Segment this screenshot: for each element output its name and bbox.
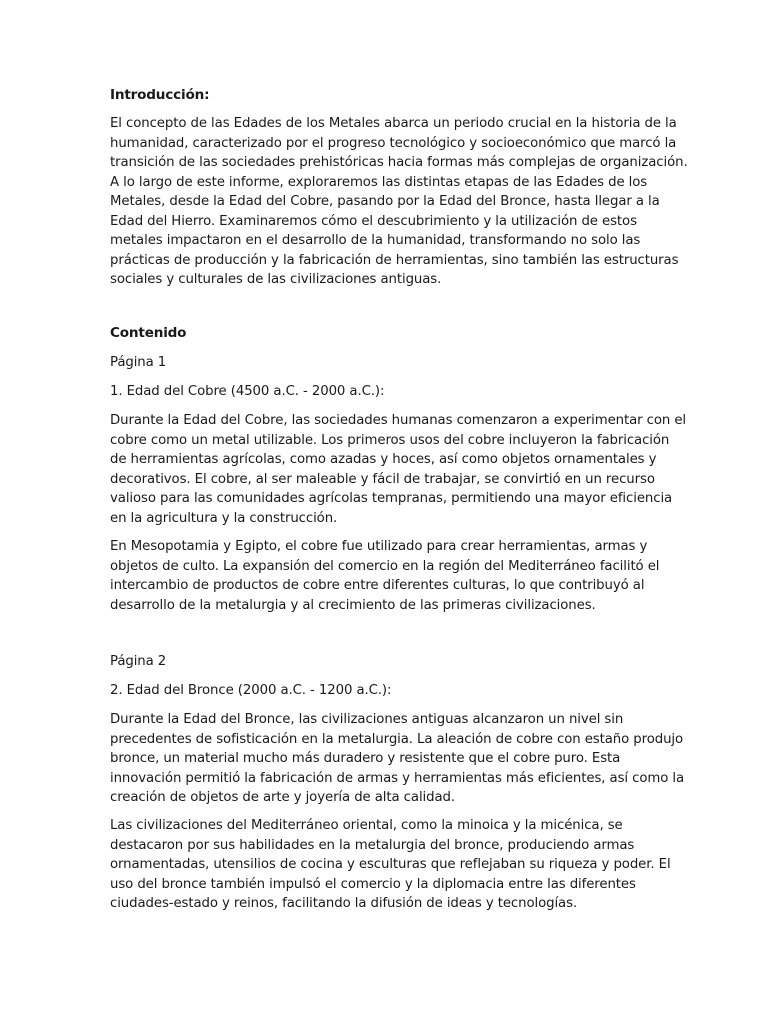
paragraph-line: Las civilizaciones del Mediterráneo oriental, como la minoica y la micénica, se — [110, 818, 623, 833]
intro-line: humanidad, caracterizado por el progreso tecnológico y socioeconómico que marcó la — [110, 135, 677, 151]
paragraph-line: ornamentadas, utensilios de cocina y esculturas que reflejaban su riqueza y poder. El — [110, 857, 671, 872]
intro-heading: Introducción: — [110, 87, 210, 103]
paragraph-line: de herramientas agrícolas, como azadas y hoces, así como objetos ornamentales y — [110, 452, 657, 467]
page-2-label: Página 2 — [110, 654, 167, 669]
intro-line: sociales y culturales de las civilizaciones antiguas. — [110, 272, 442, 287]
page-1-label: Página 1 — [110, 355, 167, 370]
paragraph-line: valioso para las comunidades agrícolas tempranas, permitiendo una mayor eficiencia — [110, 491, 673, 506]
paragraph-line: ciudades-estado y reinos, facilitando la difusión de ideas y tecnologías. — [110, 896, 578, 911]
paragraph-line: Durante la Edad del Bronce, las civilizaciones antiguas alcanzaron un nivel sin — [110, 712, 624, 727]
paragraph-line: desarrollo de la metalurgia y al crecimiento de las primeras civilizaciones. — [110, 597, 596, 613]
paragraph-line: En Mesopotamia y Egipto, el cobre fue utilizado para crear herramientas, armas y — [110, 539, 648, 554]
paragraph-line: intercambio de productos de cobre entre diferentes culturas, lo que contribuyó al — [110, 578, 645, 593]
intro-line: A lo largo de este informe, exploraremos las distintas etapas de las Edades de los — [110, 174, 648, 190]
paragraph-line: bronce, un material mucho más duradero y resistente que el cobre puro. Esta — [110, 751, 621, 766]
section-title-bronze-age: 2. Edad del Bronce (2000 a.C. - 1200 a.C.): — [110, 683, 392, 698]
paragraph-line: uso del bronce también impulsó el comercio y la diplomacia entre las diferentes — [110, 876, 636, 892]
paragraph-line: precedentes de sofisticación en la metalurgia. La aleación de cobre con estaño produjo — [110, 731, 684, 747]
intro-line: metales impactaron en el desarrollo de la humanidad, transformando no solo las — [110, 233, 641, 248]
paragraph-line: creación de objetos de arte y joyería de alta calidad. — [110, 790, 455, 805]
paragraph-line: en la agricultura y la construcción. — [110, 510, 338, 526]
intro-line: Metales, desde la Edad del Cobre, pasando por la Edad del Bronce, hasta llegar a la — [110, 194, 660, 209]
paragraph-line: destacaron por sus habilidades en la metalurgia del bronce, produciendo armas — [110, 837, 635, 853]
intro-line: El concepto de las Edades de los Metales abarca un periodo crucial en la historia de la — [110, 116, 677, 131]
intro-line: Edad del Hierro. Examinaremos cómo el descubrimiento y la utilización de estos — [110, 213, 637, 229]
paragraph-line: Durante la Edad del Cobre, las sociedades humanas comenzaron a experimentar con el — [110, 413, 687, 428]
paragraph-line: cobre como un metal utilizable. Los primeros usos del cobre incluyeron la fabricación — [110, 432, 670, 448]
intro-line: transición de las sociedades prehistóricas hacia formas más complejas de organización. — [110, 155, 688, 170]
content-heading: Contenido — [110, 325, 187, 341]
intro-line: prácticas de producción y la fabricación de herramientas, sino también las estructuras — [110, 252, 679, 268]
paragraph-line: innovación permitió la fabricación de armas y herramientas más eficientes, así como la — [110, 770, 685, 786]
paragraph-line: objetos de culto. La expansión del comercio en la región del Mediterráneo facilitó el — [110, 558, 660, 574]
section-title-copper-age: 1. Edad del Cobre (4500 a.C. - 2000 a.C.): — [110, 384, 385, 399]
paragraph-line: decorativos. El cobre, al ser maleable y fácil de trabajar, se convirtió en un recurso — [110, 471, 655, 487]
